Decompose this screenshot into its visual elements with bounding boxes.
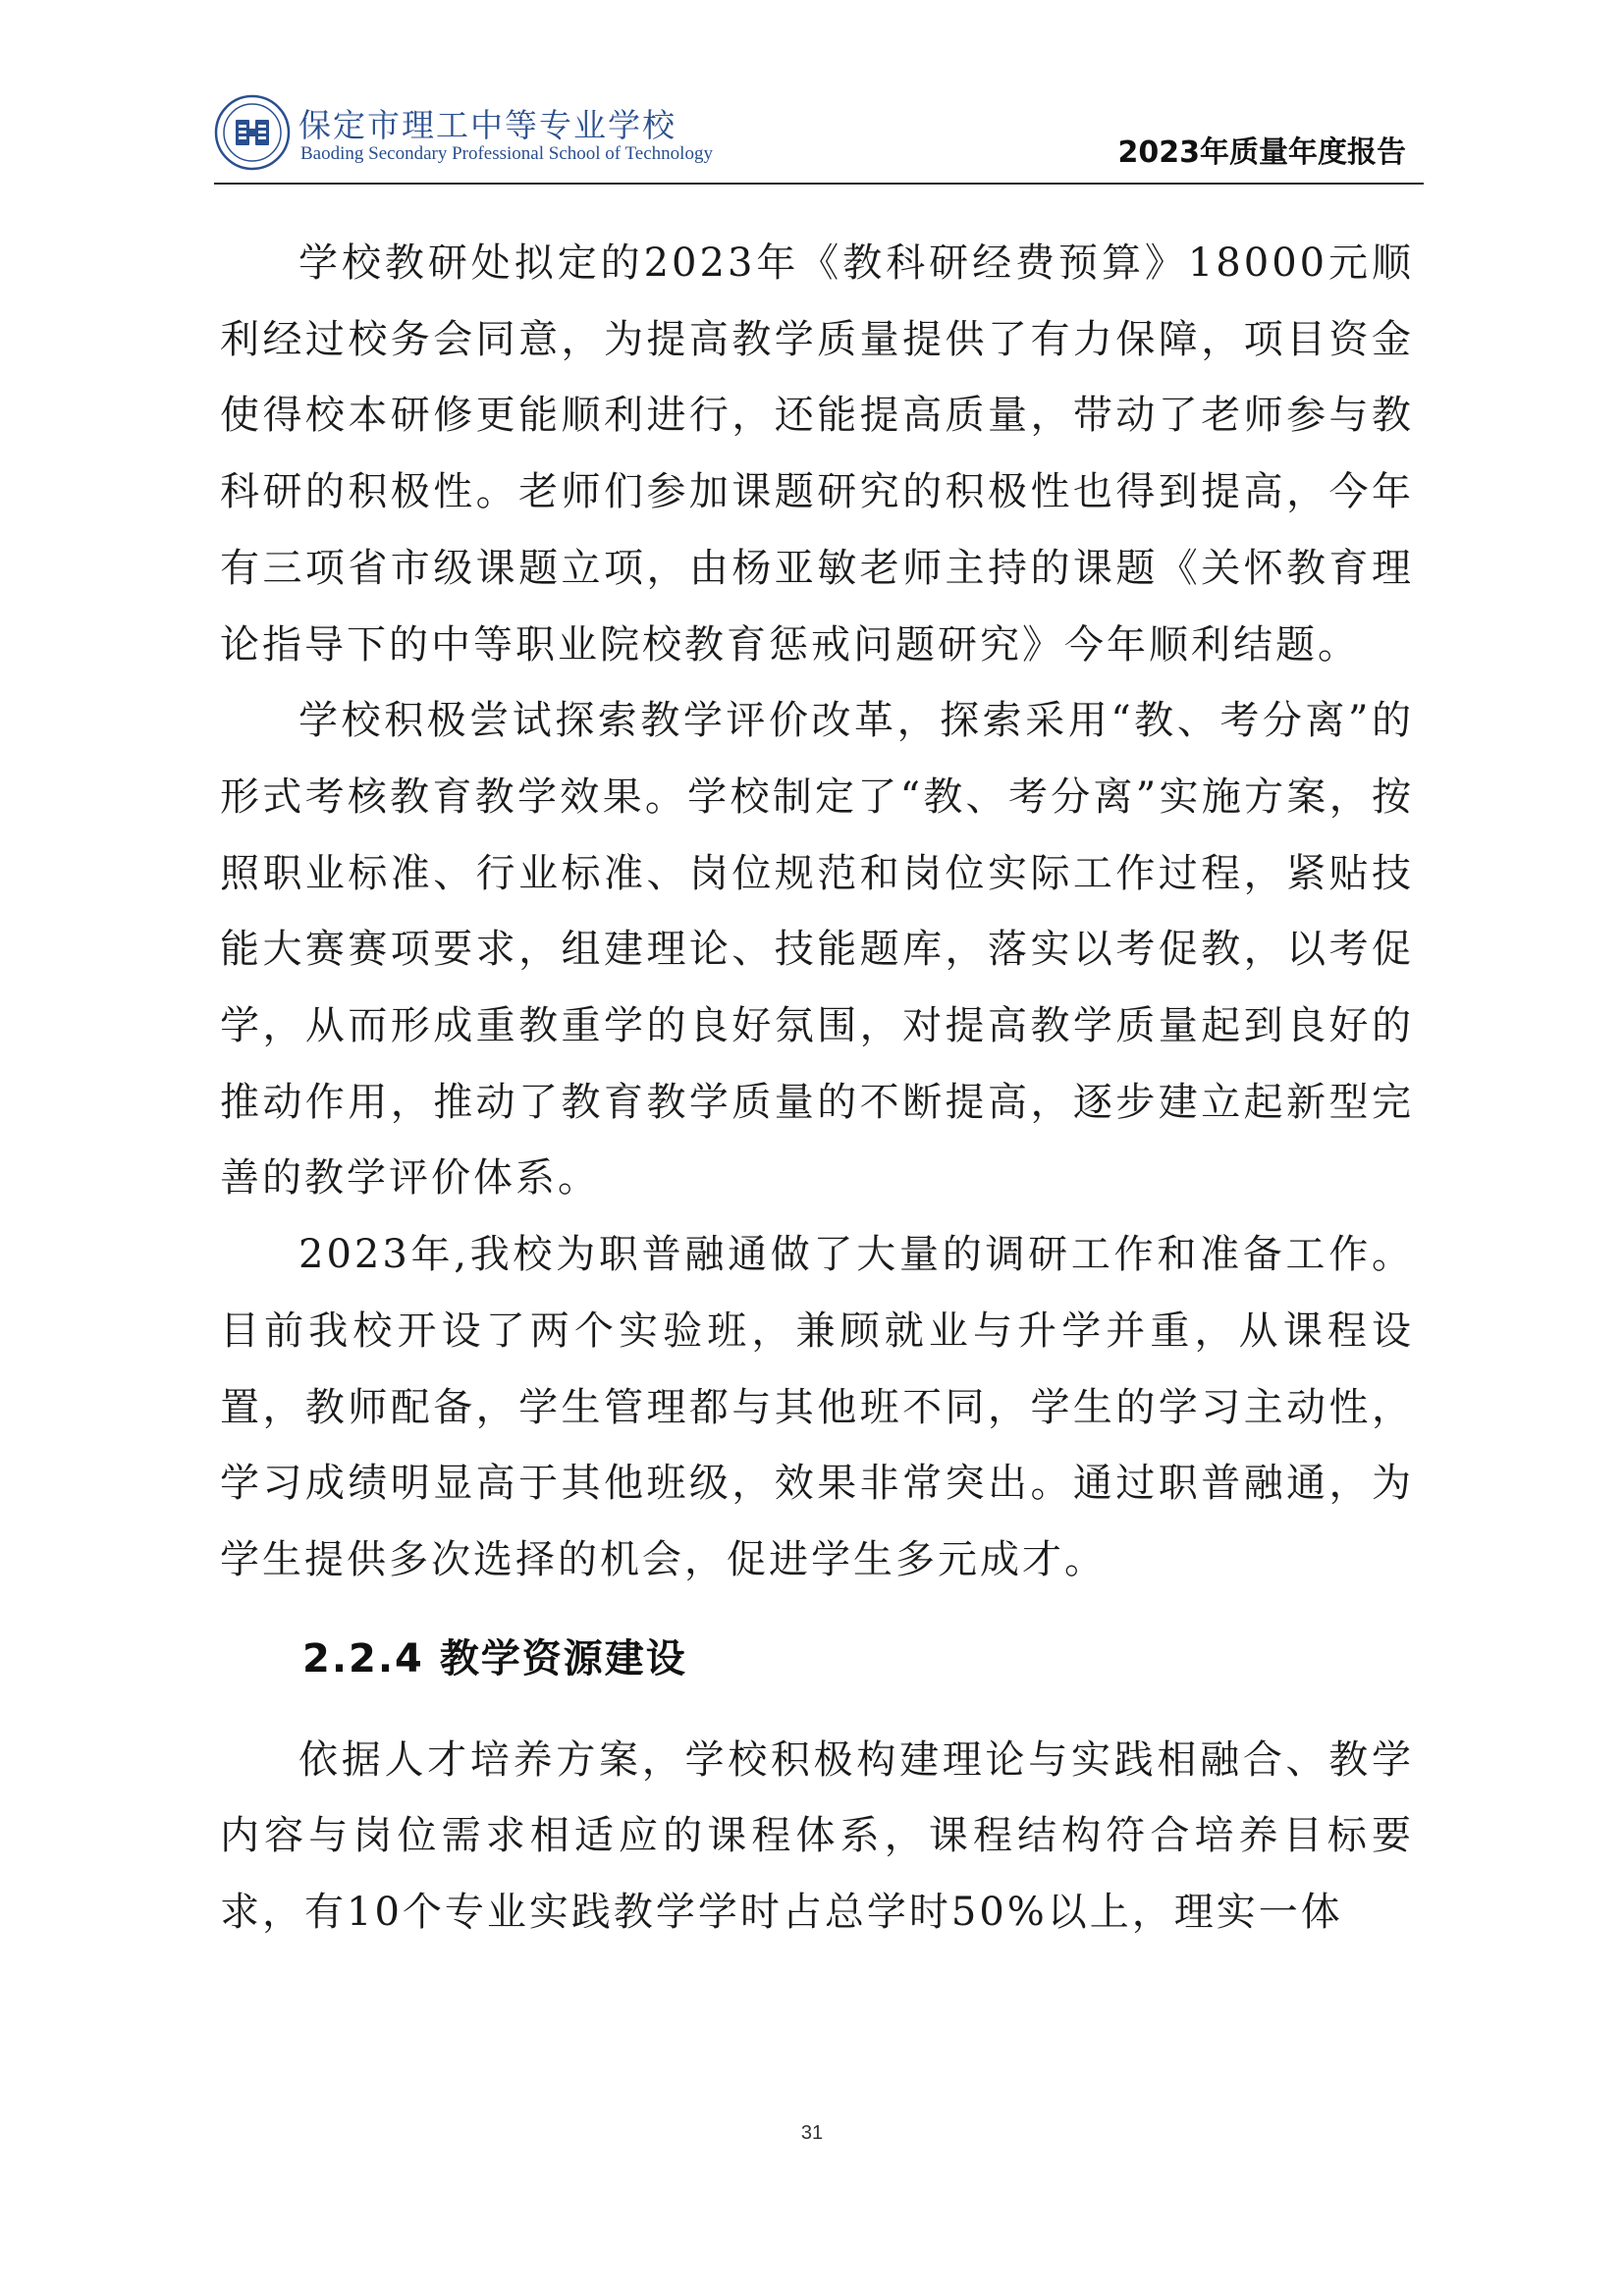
header-divider <box>214 183 1424 185</box>
school-name-en: Baoding Secondary Professional School of Technology <box>300 143 713 164</box>
body-paragraph-3: 2023年,我校为职普融通做了大量的调研工作和准备工作。目前我校开设了两个实验班，兼顾就业与升学并重，从课程设置，教师配备，学生管理都与其他班不同，学生的学习主动性，学习成绩明显高于其他班级，效果非常突出。通过职普融通，为学生提供多次选择的机会，促进学生多元成才。 <box>220 1232 1414 1582</box>
report-title: 2023年质量年度报告 <box>1117 135 1406 170</box>
page-number: 31 <box>800 2122 824 2144</box>
body-paragraph-1: 学校教研处拟定的2023年《教科研经费预算》18000元顺利经过校务会同意，为提高教学质量提供了有力保障，项目资金使得校本研修更能顺利进行，还能提高质量，带动了老师参与教科研的积极性。老师们参加课题研究的积极性也得到提高，今年有三项省市级课题立项，由杨亚敏老师主持的课题《关怀教育理论指导下的中等职业院校教育惩戒问题研究》今年顺利结题。 <box>220 240 1414 667</box>
body-paragraph-2: 学校积极尝试探索教学评价改革，探索采用“教、考分离”的形式考核教育教学效果。学校制定了“教、考分离”实施方案，按照职业标准、行业标准、岗位规范和岗位实际工作过程，紧贴技能大赛赛项要求，组建理论、技能题库，落实以考促教，以考促学，从而形成重教重学的良好氛围，对提高教学质量起到良好的推动作用，推动了教育教学质量的不断提高，逐步建立起新型完善的教学评价体系。 <box>220 698 1414 1201</box>
main-content <box>220 226 1414 1951</box>
section-heading: 2.2.4 教学资源建设 <box>302 1635 687 1682</box>
body-paragraph-4: 依据人才培养方案，学校积极构建理论与实践相融合、教学内容与岗位需求相适应的课程体系，课程结构符合培养目标要求，有10个专业实践教学学时占总学时50%以上，理实一体 <box>220 1736 1414 1936</box>
school-emblem-icon <box>214 94 291 171</box>
school-name-cn: 保定市理工中等专业学校 <box>298 106 677 144</box>
page-header <box>214 94 1424 185</box>
